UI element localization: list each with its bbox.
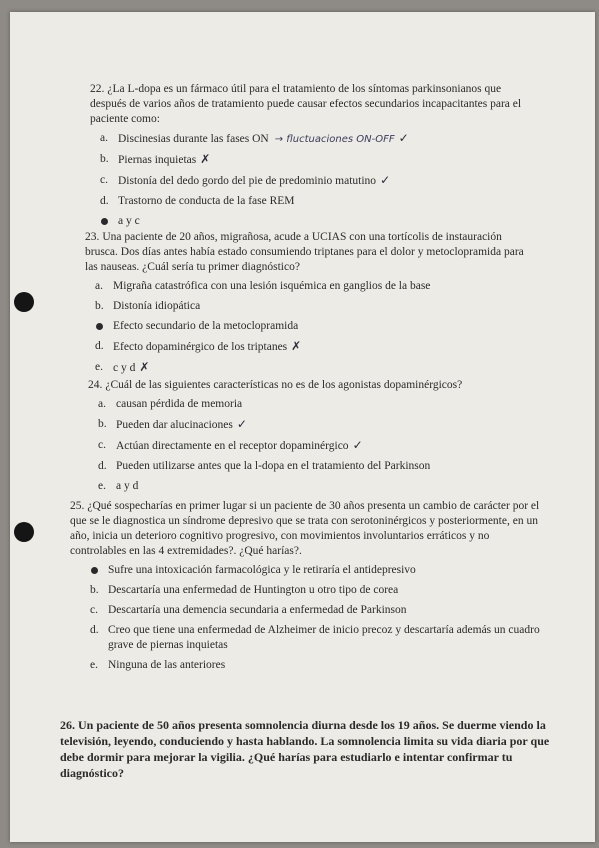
selected-dot-icon — [91, 567, 98, 574]
question-number: 24. — [88, 379, 103, 391]
option-c[interactable] — [88, 438, 538, 454]
selected-dot-icon — [101, 218, 108, 225]
question-25 — [70, 499, 540, 678]
option-text: a y d — [116, 480, 139, 492]
option-d[interactable] — [85, 339, 535, 355]
option-c[interactable] — [90, 173, 530, 189]
check-mark-icon: ✓ — [236, 417, 247, 431]
option-text: Sufre una intoxicación farmacológica y le retiraría el antidepresivo — [108, 564, 416, 576]
option-text: c y d — [113, 362, 136, 374]
option-text: Pueden utilizarse antes que la l-dopa en el tratamiento del Parkinson — [116, 460, 431, 472]
options-list — [90, 131, 530, 229]
check-mark-icon: ✓ — [380, 173, 391, 187]
cross-mark-icon: ✗ — [139, 360, 150, 374]
option-letter: a. — [100, 132, 108, 144]
option-text: Creo que tiene una enfermedad de Alzheimer de inicio precoz y descartaría además un cuadro grave de piernas inquietas — [108, 624, 540, 651]
options-list — [88, 397, 538, 494]
option-text: Discinesias durante las fases ON — [118, 133, 269, 145]
option-letter: b. — [90, 584, 99, 596]
option-text: Descartaría una demencia secundaria a enfermedad de Parkinson — [108, 604, 407, 616]
option-letter: b. — [95, 300, 104, 312]
option-e[interactable] — [80, 658, 540, 673]
option-letter: e. — [95, 361, 103, 373]
punch-hole — [14, 522, 34, 542]
option-text: Migraña catastrófica con una lesión isquémica en ganglios de la base — [113, 280, 431, 292]
check-mark-icon: ✓ — [398, 131, 409, 145]
option-text: causan pérdida de memoria — [116, 398, 243, 410]
question-number: 25. — [70, 500, 85, 512]
punch-hole — [14, 292, 34, 312]
option-text: Piernas inquietas — [118, 154, 197, 166]
option-a[interactable] — [88, 397, 538, 412]
option-a-selected[interactable] — [80, 563, 540, 578]
option-text: Trastorno de conducta de la fase REM — [118, 195, 295, 207]
option-b[interactable] — [90, 152, 530, 168]
question-stem: Una paciente de 20 años, migrañosa, acude a UCIAS con una tortícolis de instauración brusca. Dos días antes había estado consumiendo triptanes para el dolor y metoclopramida para las nauseas. ¿Cuál sería tu primer diagnóstico? — [85, 231, 524, 273]
option-letter: e. — [98, 480, 106, 492]
options-list — [80, 563, 540, 673]
selected-dot-icon — [96, 323, 103, 330]
option-text: Descartaría una enfermedad de Huntington u otro tipo de corea — [108, 584, 399, 596]
option-d[interactable] — [80, 623, 540, 653]
question-24 — [88, 378, 538, 499]
option-letter: c. — [90, 604, 98, 616]
question-number: 22. — [90, 83, 105, 95]
option-b[interactable] — [85, 299, 535, 314]
question-23 — [85, 230, 535, 381]
option-letter: b. — [98, 418, 107, 430]
option-text: a y c — [118, 215, 140, 227]
option-letter: a. — [95, 280, 103, 292]
option-c-selected[interactable] — [85, 319, 535, 334]
option-e-selected[interactable] — [90, 214, 530, 229]
question-number: 23. — [85, 231, 100, 243]
option-e[interactable] — [85, 360, 535, 376]
question-22 — [90, 82, 530, 234]
question-number: 26. — [60, 718, 75, 732]
option-a[interactable] — [90, 131, 530, 147]
option-b[interactable] — [80, 583, 540, 598]
question-stem: ¿Cuál de las siguientes características no es de los agonistas dopaminérgicos? — [105, 379, 463, 391]
option-letter: d. — [95, 340, 104, 352]
handwritten-note: → fluctuaciones ON-OFF — [274, 134, 395, 145]
cross-mark-icon: ✗ — [291, 339, 302, 353]
option-letter: d. — [98, 460, 107, 472]
option-text: Distonía del dedo gordo del pie de predominio matutino — [118, 175, 377, 187]
option-letter: c. — [98, 439, 106, 451]
question-26 — [60, 717, 550, 781]
option-text: Distonía idiopática — [113, 300, 201, 312]
option-text: Pueden dar alucinaciones — [116, 419, 233, 431]
option-a[interactable] — [85, 279, 535, 294]
option-text: Actúan directamente en el receptor dopaminérgico — [116, 440, 349, 452]
question-stem: ¿Qué sospecharías en primer lugar si un paciente de 30 años presenta un cambio de carácter por el que se le diagnostica un síndrome depresivo que se trata con serotoninérgicos y posteriormente, en un año, inicia un deterioro cognitivo progresivo, con movimientos involuntarios erráticos y no controlables en las 4 extremidades?. ¿Qué harías?. — [70, 500, 540, 557]
option-d[interactable] — [88, 459, 538, 474]
check-mark-icon: ✓ — [352, 438, 363, 452]
question-stem: ¿La L-dopa es un fármaco útil para el tratamiento de los síntomas parkinsonianos que después de varios años de tratamiento puede causar efectos secundarios incapacitantes para el paciente como: — [90, 83, 522, 125]
option-letter: d. — [90, 624, 99, 636]
exam-page — [10, 12, 595, 842]
option-e[interactable] — [88, 479, 538, 494]
options-list — [85, 279, 535, 376]
option-text: Efecto dopaminérgico de los triptanes — [113, 341, 288, 353]
option-text: Ninguna de las anteriores — [108, 659, 226, 671]
option-letter: b. — [100, 153, 109, 165]
option-b[interactable] — [88, 417, 538, 433]
question-stem: Un paciente de 50 años presenta somnolencia diurna desde los 19 años. Se duerme viendo la televisión, leyendo, conduciendo y hasta hablando. La somnolencia limita su vida diaria por que debe dormir para mejorar la vigilia. ¿Qué harías para estudiarlo e intentar confirmar tu diagnóstico? — [60, 718, 550, 780]
option-text: Efecto secundario de la metoclopramida — [113, 320, 299, 332]
option-letter: a. — [98, 398, 106, 410]
option-letter: e. — [90, 659, 98, 671]
cross-mark-icon: ✗ — [200, 152, 211, 166]
option-d[interactable] — [90, 194, 530, 209]
option-c[interactable] — [80, 603, 540, 618]
option-letter: d. — [100, 195, 109, 207]
option-letter: c. — [100, 174, 108, 186]
